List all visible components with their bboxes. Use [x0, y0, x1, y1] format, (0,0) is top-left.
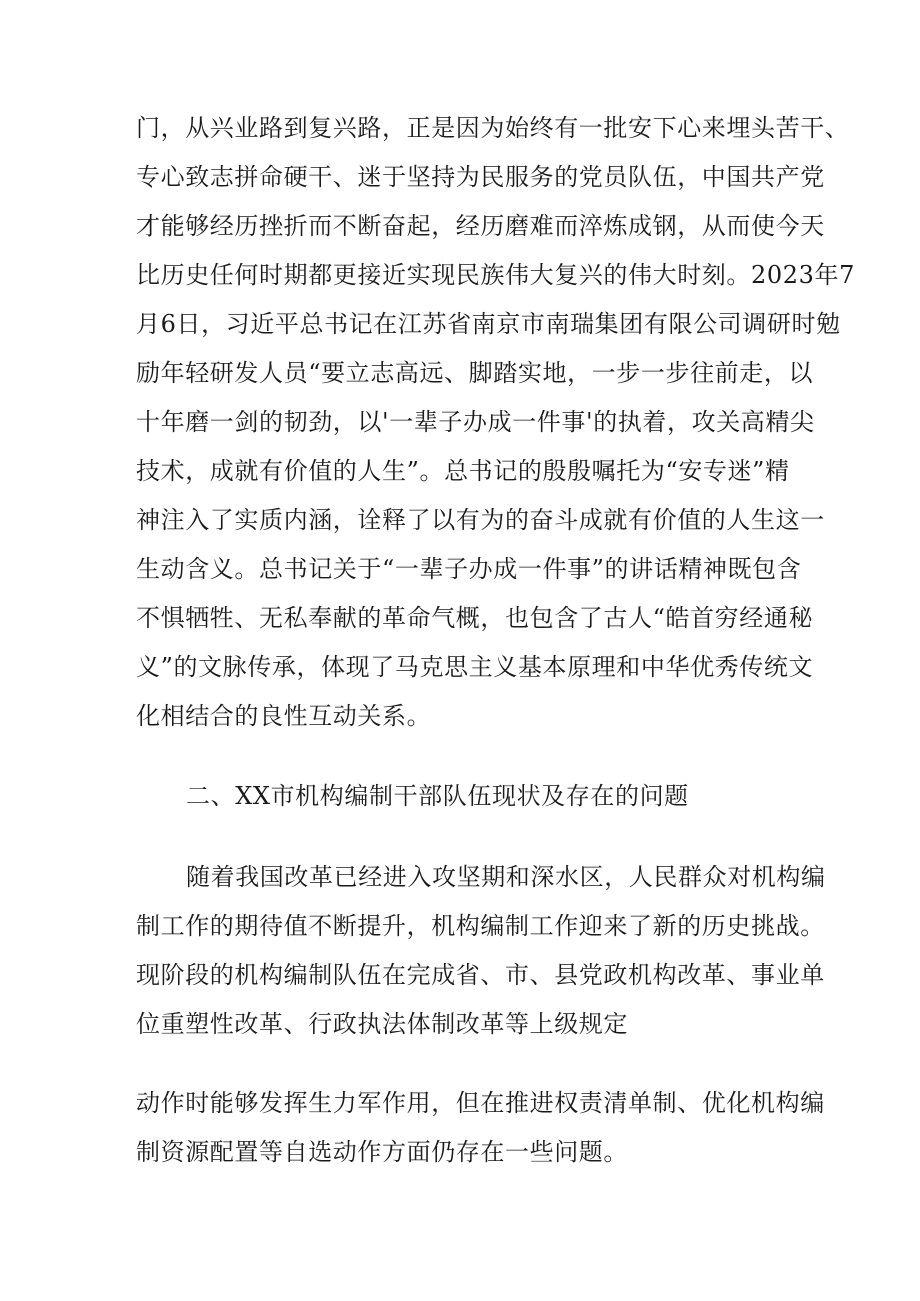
paragraph-line: 神注入了实质内涵，诠释了以有为的奋斗成就有价值的人生这一 — [136, 506, 825, 534]
paragraph-line: 制工作的期待值不断提升，机构编制工作迎来了新的历史挑战。 — [136, 912, 825, 940]
paragraph-line: 现阶段的机构编制队伍在完成省、市、县党政机构改革、事业单 — [136, 961, 825, 989]
paragraph-line: 技术，成就有价值的人生”。总书记的殷殷嘱托为“安专迷”精 — [136, 457, 790, 485]
paragraph-line: 不惧牺牲、无私奉献的革命气概，也包含了古人“皓首穷经通秘 — [136, 604, 814, 632]
paragraph-line: 月6日，习近平总书记在江苏省南京市南瑞集团有限公司调研时勉 — [136, 310, 841, 338]
paragraph-line: 随着我国改革已经进入攻坚期和深水区，人民群众对机构编 — [186, 863, 826, 891]
paragraph-line: 专心致志拼命硬干、迷于坚持为民服务的党员队伍，中国共产党 — [136, 163, 825, 191]
paragraph-line: 化相结合的良性互动关系。 — [136, 702, 432, 730]
paragraph-line: 十年磨一剑的韧劲，以'一辈子办成一件事'的执着，攻关高精尖 — [136, 408, 815, 436]
paragraph-line: 义”的文脉传承，体现了马克思主义基本原理和中华优秀传统文 — [136, 653, 814, 681]
paragraph-line: 制资源配置等自选动作方面仍存在一些问题。 — [136, 1138, 628, 1166]
paragraph-line: 生动含义。总书记关于“一辈子办成一件事”的讲话精神既包含 — [136, 555, 802, 583]
paragraph-line: 比历史任何时期都更接近实现民族伟大复兴的伟大时刻。2023年7 — [136, 261, 855, 289]
paragraph-line: 门，从兴业路到复兴路，正是因为始终有一批安下心来埋头苦干、 — [136, 114, 850, 142]
paragraph-line: 励年轻研发人员“要立志高远、脚踏实地，一步一步往前走，以 — [136, 359, 814, 387]
paragraph-line: 位重塑性改革、行政执法体制改革等上级规定 — [136, 1010, 628, 1038]
paragraph-line: 动作时能够发挥生力军作用，但在推进权责清单制、优化机构编 — [136, 1089, 825, 1117]
section-heading: 二、XX市机构编制干部队伍现状及存在的问题 — [186, 782, 689, 810]
paragraph-line: 才能够经历挫折而不断奋起，经历磨难而淬炼成钢，从而使今天 — [136, 212, 825, 240]
